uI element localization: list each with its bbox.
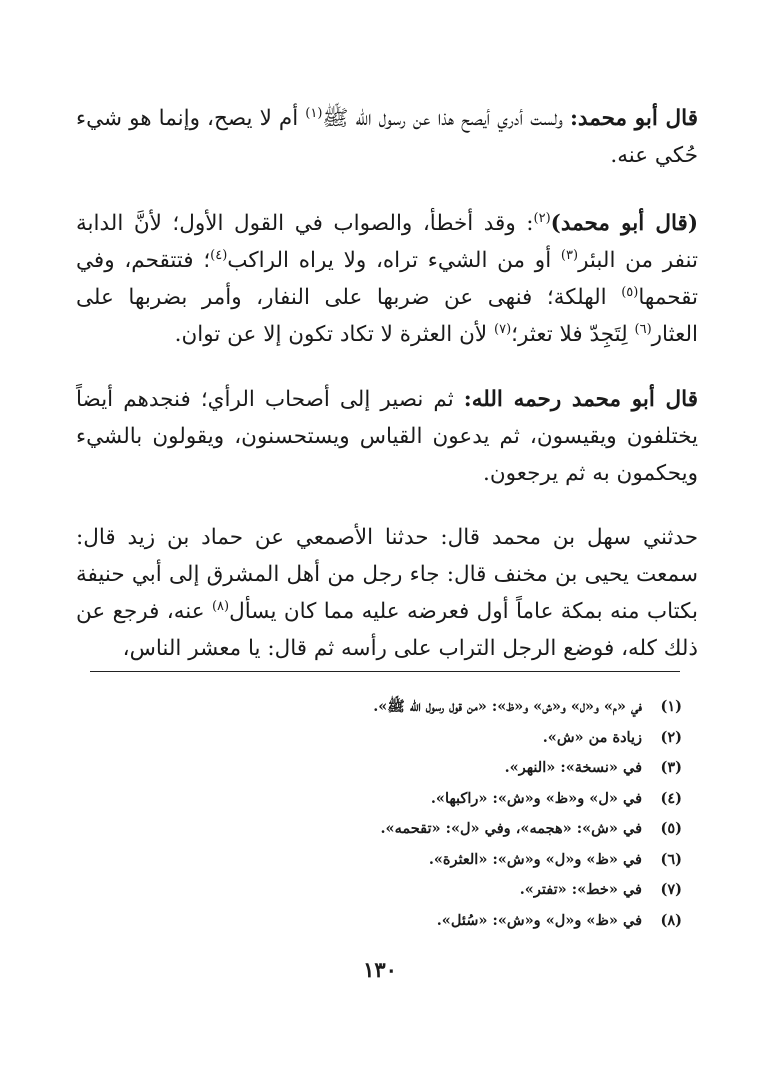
paragraph-text: عنه، فرجع عن ذلك كله، فوضع الرجل التراب على رأسه ثم قال: يا معشر الناس، — [76, 599, 698, 661]
footnotes — [100, 692, 682, 936]
paragraph-text: أو من الشيء تراه، ولا يراه الراكب — [227, 248, 552, 273]
footnote-text: زيادة من «ش». — [542, 728, 642, 746]
footnote-separator — [90, 671, 680, 672]
page-number: ١٣٠ — [363, 957, 397, 982]
footnote-number: (٥) — [660, 820, 682, 837]
footnote-ref[interactable]: (٨) — [211, 598, 230, 614]
footnote-ref[interactable]: (٧) — [494, 321, 512, 337]
footnote-number: (٢) — [660, 728, 682, 746]
footnote-number: (٨) — [660, 911, 682, 929]
footnote-item — [100, 753, 682, 784]
paragraph-text: لأن العثرة لا تكاد تكون إلا عن توان. — [174, 322, 488, 347]
footnote-ref[interactable]: (١) — [305, 105, 323, 121]
footnote-text: في «م» و«ل» و«ش» و«ظ»: «من قول رسول الله ﷺ». — [373, 698, 642, 715]
speaker-label: (قال أبو محمد) — [550, 211, 698, 236]
footnote-number: (٣) — [660, 759, 682, 776]
footnote-text: في «ش»: «هجمه»، وفي «ل»: «تقحمه». — [380, 820, 642, 837]
paragraph-4 — [76, 519, 698, 667]
paragraph-1 — [76, 100, 698, 174]
paragraph-text: ولست أدري أيصح هذا عن رسول الله ﷺ — [322, 106, 563, 131]
footnote-text: في «ظ» و«ل» و«ش»: «سُئل». — [436, 911, 642, 929]
footnote-ref[interactable]: (٢) — [533, 210, 551, 226]
footnote-number: (٧) — [660, 881, 682, 898]
paragraph-text: : وقد أخطأ، والصواب في القول الأول؛ لأنَّ الدابة تنفر من البئر — [76, 211, 698, 273]
footnote-item — [100, 692, 682, 723]
paragraph-text: لِتَجِدّ فلا تعثر؛ — [511, 322, 628, 347]
footnote-item — [100, 875, 682, 906]
paragraph-text: الهلكة؛ فنهى عن ضربها على النفار، وأمر بضربها على العثار — [76, 285, 698, 347]
paragraph-2 — [76, 205, 698, 353]
paragraph-3 — [76, 381, 698, 492]
footnote-item — [100, 723, 682, 754]
speaker-label: قال أبو محمد: — [569, 106, 698, 131]
footnote-text: في «نسخة»: «النهر». — [504, 759, 642, 776]
footnote-text: في «ظ» و«ل» و«ش»: «العثرة». — [428, 850, 642, 868]
footnote-item — [100, 906, 682, 937]
footnote-number: (٦) — [660, 850, 682, 868]
footnote-item — [100, 845, 682, 876]
footnote-text: في «ل» و«ظ» و«ش»: «راكبها». — [430, 789, 642, 807]
footnote-number: (١) — [660, 698, 682, 715]
paragraph-text: حدثني سهل بن محمد قال: حدثنا الأصمعي عن حماد بن زيد قال: سمعت يحيى بن مخنف قال: جاء رجل من أهل المشرق إلى أبي حنيفة بكتاب منه بمكة عاماً أول فعرضه عليه مما كان يسأل — [76, 525, 698, 624]
footnote-item — [100, 784, 682, 815]
footnote-ref[interactable]: (٦) — [634, 321, 652, 337]
paragraph-text: ؛ فتتقحم، وفي تقحمها — [76, 248, 698, 310]
paragraph-text: أم لا يصح، وإنما هو شيء حُكي عنه. — [76, 106, 698, 168]
footnote-ref[interactable]: (٥) — [621, 284, 639, 300]
footnote-ref[interactable]: (٣) — [560, 247, 579, 263]
speaker-label: قال أبو محمد رحمه الله: — [463, 387, 698, 412]
footnote-number: (٤) — [660, 789, 682, 807]
footnote-item — [100, 814, 682, 845]
paragraph-text: ثم نصير إلى أصحاب الرأي؛ فنجدهم أيضاً يختلفون ويقيسون، ثم يدعون القياس ويستحسنون، ويقولون بالشيء ويحكمون به ثم يرجعون. — [76, 387, 698, 486]
footnote-ref[interactable]: (٤) — [210, 247, 228, 263]
footnote-text: في «خط»: «تفتر». — [519, 881, 642, 898]
